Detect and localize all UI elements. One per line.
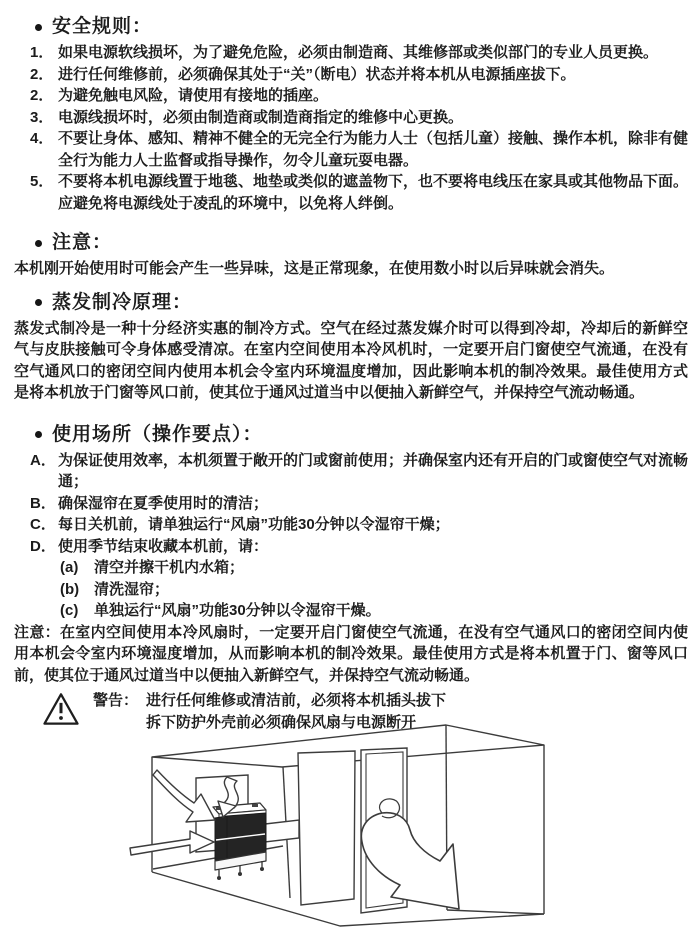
air-duct-outline (265, 820, 299, 842)
list-item-text: 单独运行“风扇”功能30分钟以令湿帘干燥。 (94, 602, 381, 619)
list-item-label: 2． (30, 87, 54, 104)
section-heading-safety-text: 安全规则： (52, 16, 153, 37)
list-item-label: (b) (60, 580, 80, 598)
list-subitem (14, 557, 688, 579)
list-item (14, 42, 688, 64)
list-item (14, 514, 688, 536)
list-item-label: (a) (60, 559, 79, 576)
warning-line2: 拆下防护外壳前必须确保风扇与电源断开 (146, 714, 417, 731)
list-item-text: 如果电源软线损坏，为了避免危险，必须由制造商、其维修部或类似部门的专业人员更换。 (58, 44, 659, 61)
warning-triangle-icon (42, 692, 80, 726)
list-item (14, 128, 688, 171)
list-item-text: 为保证使用效率，本机须置于敞开的门或窗前使用；并确保室内还有开启的门或窗使空气对流畅通； (58, 451, 689, 490)
list-item-text: 不要将本机电源线置于地毯、地垫或类似的遮盖物下，也不要将电线压在家具或其他物品下面。应避免将电源线处于凌乱的环境中，以免将人绊倒。 (58, 173, 689, 212)
safety-rules-list (14, 42, 688, 214)
section-heading-principle-text: 蒸发制冷原理： (52, 291, 193, 313)
list-item-label: (c) (60, 602, 79, 619)
list-item (14, 171, 688, 214)
list-item-text: 进行任何维修前，必须确保其处于“关”（断电）状态并将本机从电源插座拔下。 (58, 65, 576, 83)
list-subitem (14, 579, 688, 601)
list-item (14, 536, 688, 558)
section-heading-safety (35, 15, 688, 39)
list-item-label: B． (30, 494, 56, 512)
list-subitem (14, 600, 688, 622)
list-item-label: 1． (30, 44, 54, 61)
list-item-label: A． (30, 451, 56, 469)
notice-paragraph: 本机刚开始使用时可能会产生一些异味，这是正常现象，在使用数小时以后异味就会消失。 (14, 260, 615, 277)
section-heading-notice-text: 注意： (52, 232, 113, 253)
usage-points-list (14, 450, 688, 622)
list-item-label: 3． (30, 108, 54, 126)
list-item-label: C． (30, 516, 56, 533)
list-item-text: 每日关机前，请单独运行“风扇”功能30分钟以令湿帘干燥； (58, 516, 450, 533)
list-item-label: 4． (30, 130, 54, 147)
warning-label: 警告： (93, 692, 139, 709)
list-item (14, 493, 688, 515)
list-item-text: 不要让身体、感知、精神不健全的无完全行为能力人士（包括儿童）接触、操作本机，除非有健全行为能力人士监督或指导操作，勿令儿童玩耍电器。 (58, 130, 689, 169)
room-airflow-illustration (126, 720, 576, 935)
bullet-icon (35, 24, 42, 31)
list-item-text: 使用季节结束收藏本机前，请： (58, 537, 269, 555)
list-item-text: 电源线损坏时，必须由制造商或制造商指定的维修中心更换。 (58, 108, 464, 126)
list-item-text: 确保湿帘在夏季使用时的清洁； (58, 494, 269, 512)
list-item-text: 为避免触电风险，请使用有接地的插座。 (58, 87, 329, 104)
list-item (14, 64, 688, 86)
list-item (14, 450, 688, 493)
cooler-unit (213, 803, 266, 880)
list-item-text: 清洗湿帘； (94, 580, 170, 598)
section-heading-notice (35, 231, 688, 255)
principle-paragraph: 蒸发式制冷是一种十分经济实惠的制冷方式。空气在经过蒸发媒介时可以得到冷却，冷却后的新鲜空气与皮肤接触可令身体感受清凉。在室内空间使用本冷风机时，一定要开启门窗使空气流通，在没有空气通风口的密闭空间内使用本机会令室内环境温度增加，因此影响本机的制冷效果。最佳使用方式是将本机放于门窗等风口前，使其位于通风过道当中以便抽入新鲜空气，并保持空气流动畅通。 (14, 319, 688, 401)
list-item-label: 2． (30, 65, 54, 83)
bullet-icon (35, 240, 42, 247)
list-item-label: D． (30, 537, 56, 555)
section-heading-usage-text: 使用场所（操作要点）： (52, 423, 263, 445)
list-item-text: 清空并擦干机内水箱； (94, 559, 245, 576)
bullet-icon (35, 299, 42, 306)
list-item (14, 107, 688, 129)
usage-note-paragraph: 注意：在室内空间使用本冷风扇时，一定要开启门窗使空气流通，在没有空气通风口的密闭空间内使用本机会令室内环境湿度增加，从而影响本机的制冷效果。最佳使用方式是将本机置于门、窗等风口前，使其位于通风过道当中以便抽入新鲜空气，并保持空气流动畅通。 (14, 623, 688, 684)
bullet-icon (35, 431, 42, 438)
list-item-label: 5． (30, 173, 54, 190)
section-heading-usage (35, 423, 688, 447)
door-panel (298, 751, 355, 905)
section-heading-principle (35, 291, 688, 315)
list-item (14, 85, 688, 107)
warning-line1: 进行任何维修或清洁前，必须将本机插头拔下 (146, 692, 447, 709)
